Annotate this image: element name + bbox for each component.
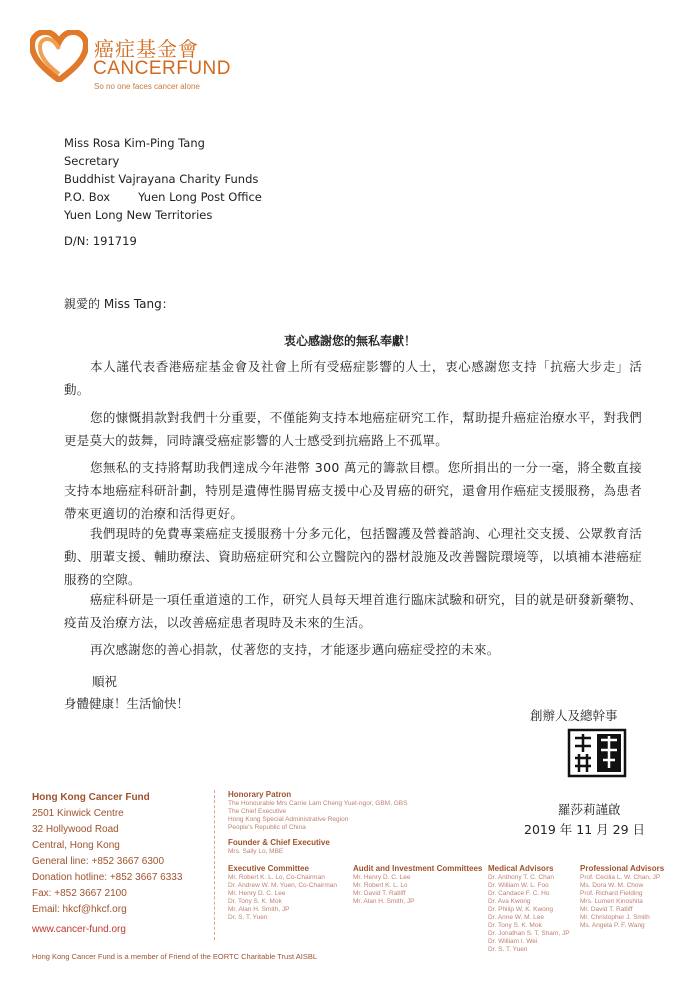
footer-email: Email: hkcf@hkcf.org xyxy=(32,904,127,915)
footer-line: Mr. David T. Ratliff xyxy=(580,906,633,913)
recipient-district: Yuen Long New Territories xyxy=(64,208,213,222)
recipient-org: Buddhist Vajrayana Charity Funds xyxy=(64,172,259,186)
footer-line: Dr. Andrew W. M. Yuen, Co-Chairman xyxy=(228,882,337,889)
cancer-fund-heart-logo-icon xyxy=(30,30,88,82)
paragraph-5: 癌症科研是一項任重道遠的工作，研究人員每天埋首進行臨床試驗和研究，目的就是研發新藥物、疫苗及治療方法，以改善癌症患者現時及未來的生活。 xyxy=(64,592,642,630)
paragraph-4: 我們現時的免費專業癌症支援服務十分多元化，包括醫護及營養諮詢、心理社交支援、公眾教育活動、朋輩支援、輔助療法、資助癌症研究和公立醫院內的器材設施及改善醫院環境等，以填補本港癌症服務的空隙。 xyxy=(64,526,642,587)
footer-line: Ms. Angela P. F. Wang xyxy=(580,922,645,929)
footer-executive-committee xyxy=(228,864,353,922)
footer-general-line: General line: +852 3667 6300 xyxy=(32,856,165,867)
footer-founder xyxy=(228,838,428,856)
signer-name: 羅莎莉謹啟 xyxy=(558,802,621,817)
footer-line: Mr. Henry D. C. Lee xyxy=(353,874,411,881)
signature-seal-icon xyxy=(567,728,627,778)
footer-address-line: 32 Hollywood Road xyxy=(32,824,119,835)
footer-line: The Honourable Mrs Carrie Lam Cheng Yuet-ngor, GBM, GBS xyxy=(228,800,408,807)
footer-address-line: 2501 Kinwick Centre xyxy=(32,808,124,819)
recipient-title: Secretary xyxy=(64,154,120,168)
footer-org-name: Hong Kong Cancer Fund xyxy=(32,792,150,803)
footer-professional-advisors xyxy=(580,864,690,930)
document-number: D/N: 191719 xyxy=(64,234,137,248)
signer-title: 創辦人及總幹事 xyxy=(530,708,618,723)
footer-line: Dr. S. T. Yuen xyxy=(488,946,528,953)
footer-line: Mrs. Lumen Kinoshita xyxy=(580,898,643,905)
logo-english-name: CANCERFUND xyxy=(93,58,231,79)
footer-heading: Professional Advisors xyxy=(580,864,665,873)
footer-line: Dr. Philip W. K. Kwong xyxy=(488,906,554,913)
footer-membership-note: Hong Kong Cancer Fund is a member of Friend of the EORTC Charitable Trust AISBL xyxy=(32,952,317,961)
recipient-address xyxy=(64,134,262,224)
footer-line: Prof. Richard Fielding xyxy=(580,890,643,897)
footer-line: Dr. Tony S. K. Mok xyxy=(228,898,282,905)
salutation: 親愛的 Miss Tang： xyxy=(64,297,174,311)
footer-heading: Honorary Patron xyxy=(228,790,292,799)
footer-heading: Executive Committee xyxy=(228,864,309,873)
footer-line: People's Republic of China xyxy=(228,824,306,831)
recipient-post-office: Yuen Long Post Office xyxy=(138,190,262,204)
footer-medical-advisors xyxy=(488,864,580,954)
footer-line: Mr. Robert K. L. Lo xyxy=(353,882,408,889)
footer-fax: Fax: +852 3667 2100 xyxy=(32,888,127,899)
footer-line: Mr. David T. Ratliff xyxy=(353,890,406,897)
footer-line: Prof. Cecilia L. W. Chan, JP xyxy=(580,874,661,881)
footer-line: Dr. Anne W. M. Lee xyxy=(488,914,544,921)
footer-line: Dr. Ava Kwong xyxy=(488,898,531,905)
footer-line: Dr. Anthony T. C. Chan xyxy=(488,874,554,881)
footer-heading: Founder & Chief Executive xyxy=(228,838,330,847)
footer-heading: Medical Advisors xyxy=(488,864,554,873)
recipient-name: Miss Rosa Kim-Ping Tang xyxy=(64,136,205,150)
footer-line: Mr. Henry D. C. Lee xyxy=(228,890,286,897)
letter-subject: 衷心感謝您的無私奉獻！ xyxy=(283,334,416,348)
logo-tagline: So no one faces cancer alone xyxy=(94,82,200,91)
footer-line: Dr. Candace F. C. Ho xyxy=(488,890,550,897)
closing-greeting: 順祝 xyxy=(92,674,118,689)
footer-line: Mr. Christopher J. Smith xyxy=(580,914,650,921)
recipient-po-box: P.O. Box xyxy=(64,190,111,204)
footer-donation-hotline: Donation hotline: +852 3667 6333 xyxy=(32,872,183,883)
paragraph-1: 本人謹代表香港癌症基金會及社會上所有受癌症影響的人士，衷心感謝您支持「抗癌大步走」活動。 xyxy=(64,359,642,397)
paragraph-3: 您無私的支持將幫助我們達成今年港幣 300 萬元的籌款目標。您所捐出的一分一毫，將全數直接支持本地癌症科研計劃，特別是遺傳性腸胃癌支援中心及胃癌的研究，還會用作癌症支援服務，為患者帶來更適切的治療和活得更好。 xyxy=(64,460,642,521)
footer-divider xyxy=(214,790,216,940)
footer-address-line: Central, Hong Kong xyxy=(32,840,120,851)
paragraph-6: 再次感謝您的善心捐款，仗著您的支持，才能逐步邁向癌症受控的未來。 xyxy=(90,642,500,657)
footer-line: Mr. Alan H. Smith, JP xyxy=(353,898,415,905)
footer-line: Hong Kong Special Administrative Region xyxy=(228,816,349,823)
footer-contact-block xyxy=(32,790,212,938)
footer-honorary-patron xyxy=(228,790,488,832)
footer-line: Dr. William W. L. Foo xyxy=(488,882,549,889)
recipient-po-line xyxy=(64,188,262,206)
footer-line: Mrs. Sally Lo, MBE xyxy=(228,848,284,855)
footer-line: Ms. Dora W. M. Chow xyxy=(580,882,644,889)
footer-heading: Audit and Investment Committees xyxy=(353,864,483,873)
footer-line: Dr. Jonathan S. T. Sham, JP xyxy=(488,930,570,937)
footer-website-link[interactable]: www.cancer-fund.org xyxy=(32,924,126,935)
footer-line: Dr. Tony S. K. Mok xyxy=(488,922,542,929)
footer-line: The Chief Executive xyxy=(228,808,287,815)
footer-audit-committee xyxy=(353,864,488,906)
logo-chinese-name: 癌症基金會 xyxy=(94,37,199,61)
closing-wishes: 身體健康！生活愉快！ xyxy=(64,696,190,711)
footer-line: Mr. Alan H. Smith, JP xyxy=(228,906,290,913)
footer-line: Dr. William I. Wei xyxy=(488,938,538,945)
letter-date: 2019 年 11 月 29 日 xyxy=(524,822,645,837)
footer-line: Dr. S. T. Yuen xyxy=(228,914,268,921)
paragraph-2: 您的慷慨捐款對我們十分重要，不僅能夠支持本地癌症研究工作，幫助提升癌症治療水平，對我們更是莫大的鼓舞，同時讓受癌症影響的人士感受到抗癌路上不孤單。 xyxy=(64,410,642,448)
footer-line: Mr. Robert K. L. Lo, Co-Chairman xyxy=(228,874,325,881)
